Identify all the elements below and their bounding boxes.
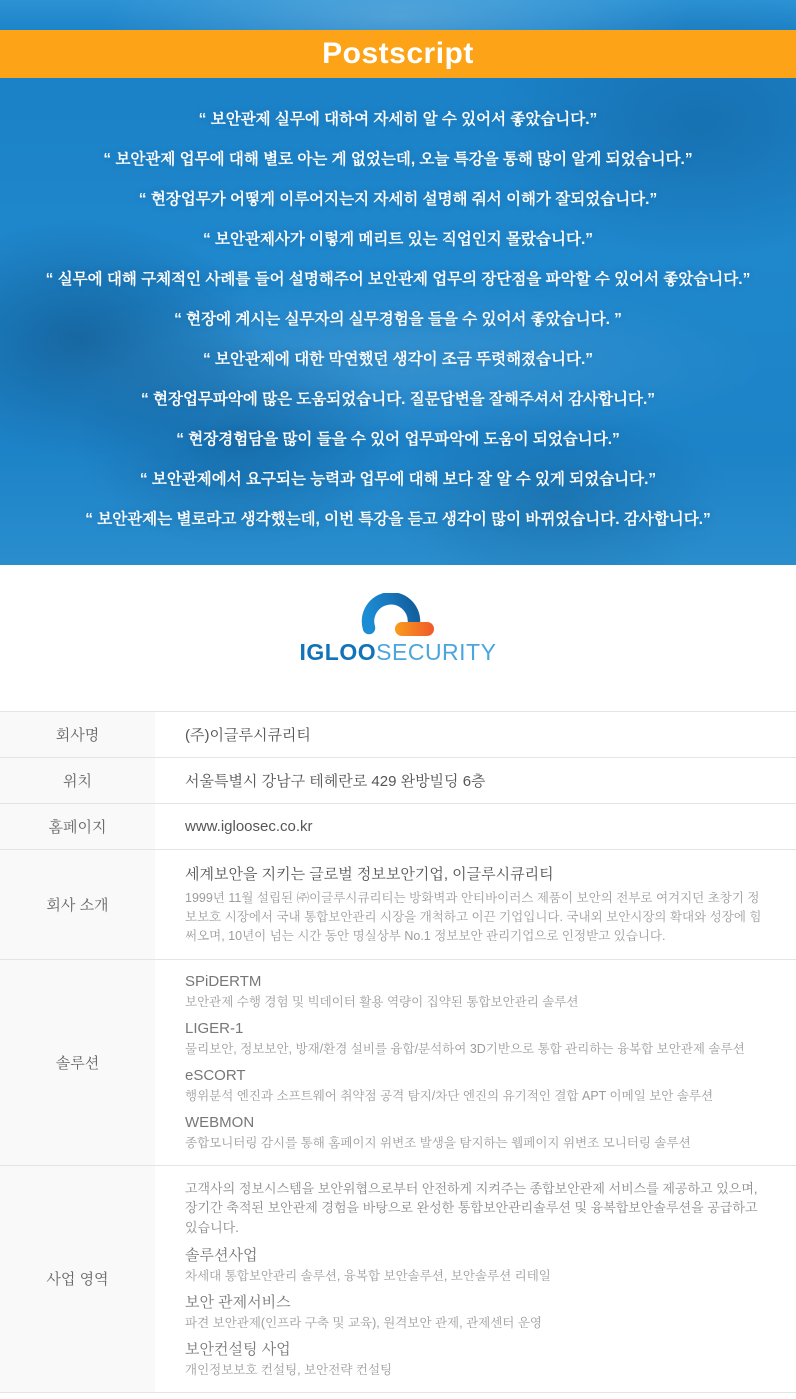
- igloo-arch-icon: [360, 593, 436, 639]
- solution-name: WEBMON: [185, 1113, 255, 1131]
- solution-name: SPiDERTM: [185, 973, 262, 990]
- table-row-company-intro: [0, 850, 796, 960]
- row-value: 서울특별시 강남구 테헤란로 429 완방빌딩 6층: [185, 773, 486, 790]
- business-area-desc: 개인정보보호 컨설팅, 보안전략 컨설팅: [185, 1362, 393, 1377]
- testimonial-quote: “ 보안관제는 별로라고 생각했는데, 이번 특강을 듣고 생각이 많이 바뀌었습니다. 감사합니다.”: [85, 511, 711, 528]
- postscript-banner: [0, 30, 796, 78]
- row-value: [155, 1166, 796, 1392]
- company-logo-section: [0, 565, 796, 711]
- row-label: 회사명: [0, 712, 155, 757]
- business-area-item: [185, 1294, 768, 1332]
- row-label: 솔루션: [0, 960, 155, 1165]
- page-title: Postscript: [322, 37, 474, 70]
- business-area-desc: 파견 보안관제(인프라 구축 및 교육), 원격보안 관제, 관제센터 운영: [185, 1315, 543, 1330]
- testimonial-quote: “ 현장에 계시는 실무자의 실무경험을 들을 수 있어서 좋았습니다. ”: [174, 311, 622, 328]
- row-label: 위치: [0, 758, 155, 803]
- testimonial-quote: “ 보안관제사가 이렇게 메리트 있는 직업인지 몰랐습니다.”: [202, 231, 594, 248]
- company-info-table: [0, 711, 796, 1393]
- row-value: [155, 960, 796, 1165]
- company-intro-body: 1999년 11월 설립된 ㈜이글루시큐리티는 방화벽과 안티바이러스 제품이 보안의 전부로 여겨지던 초창기 정보보호 시장에서 국내 통합보안관리 시장을 개척하고 이끈 기업입니다. 국내외 보안시장의 확대와 성장에 힘써오며, 10년이 넘는 시간 동안 명실상부 No.1 정보보안 관리기업으로 인정받고 있습니다.: [185, 891, 762, 943]
- solution-desc: 보안관제 수행 경험 및 빅데이터 활용 역량이 집약된 통합보안관리 솔루션: [185, 995, 579, 1009]
- homepage-url: www.igloosec.co.kr: [185, 818, 313, 835]
- business-area-name: 보안컨설팅 사업: [185, 1340, 291, 1358]
- testimonial-quote: “ 보안관제에서 요구되는 능력과 업무에 대해 보다 잘 알 수 있게 되었습니다.”: [139, 471, 657, 488]
- row-label: 사업 영역: [0, 1166, 155, 1392]
- logo-text-security: SECURITY: [376, 639, 497, 665]
- hero-section: [0, 0, 796, 565]
- testimonial-quote-list: [0, 100, 796, 540]
- solution-desc: 종합모니터링 감시를 통해 홈페이지 위변조 발생을 탐지하는 웹페이지 위변조 모니터링 솔루션: [185, 1135, 691, 1150]
- solution-item: [185, 1020, 768, 1058]
- business-area-intro: 고객사의 정보시스템을 보안위협으로부터 안전하게 지켜주는 종합보안관제 서비스를 제공하고 있으며, 장기간 축적된 보안관제 경험을 바탕으로 완성한 통합보안관리솔루션 및 융복합보안솔루션을 공급하고 있습니다.: [185, 1180, 758, 1235]
- row-value: [155, 850, 796, 959]
- solution-name: eSCORT: [185, 1066, 246, 1084]
- testimonial-quote: “ 실무에 대해 구체적인 사례를 들어 설명해주어 보안관제 업무의 장단점을 파악할 수 있어서 좋았습니다.”: [45, 271, 751, 288]
- business-area-item: [185, 1341, 768, 1379]
- solution-name: LIGER-1: [185, 1019, 244, 1037]
- testimonial-quote: “ 보안관제에 대한 막연했던 생각이 조금 뚜렷해졌습니다.”: [202, 351, 594, 368]
- logo-text-igloo: IGLOO: [299, 639, 377, 665]
- table-row-location: [0, 758, 796, 804]
- testimonial-quote: “ 현장경험담을 많이 들을 수 있어 업무파악에 도움이 되었습니다.”: [176, 431, 620, 448]
- row-value: (주)이글루시큐리티: [185, 727, 311, 744]
- company-logo-text: [0, 641, 796, 664]
- solution-desc: 행위분석 엔진과 소프트웨어 취약점 공격 탐지/차단 엔진의 유기적인 결합 APT 이메일 보안 솔루션: [185, 1088, 714, 1103]
- solution-desc: 물리보안, 정보보안, 방재/환경 설비를 융합/분석하여 3D기반으로 통합 관리하는 융복합 보안관제 솔루션: [185, 1041, 745, 1056]
- business-area-item: [185, 1247, 768, 1285]
- testimonial-quote: “ 보안관제 업무에 대해 별로 아는 게 없었는데, 오늘 특강을 통해 많이 알게 되었습니다.”: [103, 151, 693, 168]
- table-row-homepage: [0, 804, 796, 850]
- business-area-name: 보안 관제서비스: [185, 1293, 291, 1311]
- row-label: 홈페이지: [0, 804, 155, 849]
- solution-item: [185, 1067, 768, 1105]
- testimonial-quote: “ 현장업무가 어떻게 이루어지는지 자세히 설명해 줘서 이해가 잘되었습니다.”: [138, 191, 658, 208]
- row-label: 회사 소개: [0, 850, 155, 959]
- table-row-company-name: [0, 712, 796, 758]
- table-row-business-areas: [0, 1166, 796, 1393]
- company-intro-title: 세계보안을 지키는 글로벌 정보보안기업, 이글루시큐리티: [185, 866, 554, 883]
- business-area-name: 솔루션사업: [185, 1247, 258, 1264]
- solution-item: [185, 1114, 768, 1152]
- table-row-solutions: [0, 960, 796, 1166]
- testimonial-quote: “ 현장업무파악에 많은 도움되었습니다. 질문답변을 잘해주셔서 감사합니다.”: [140, 391, 656, 408]
- testimonial-quote: “ 보안관제 실무에 대하여 자세히 알 수 있어서 좋았습니다.”: [198, 111, 598, 128]
- page-bottom-spacer: [0, 1393, 796, 1399]
- business-area-desc: 차세대 통합보안관리 솔루션, 융복합 보안솔루션, 보안솔루션 리테일: [185, 1269, 551, 1283]
- solution-item: [185, 973, 768, 1011]
